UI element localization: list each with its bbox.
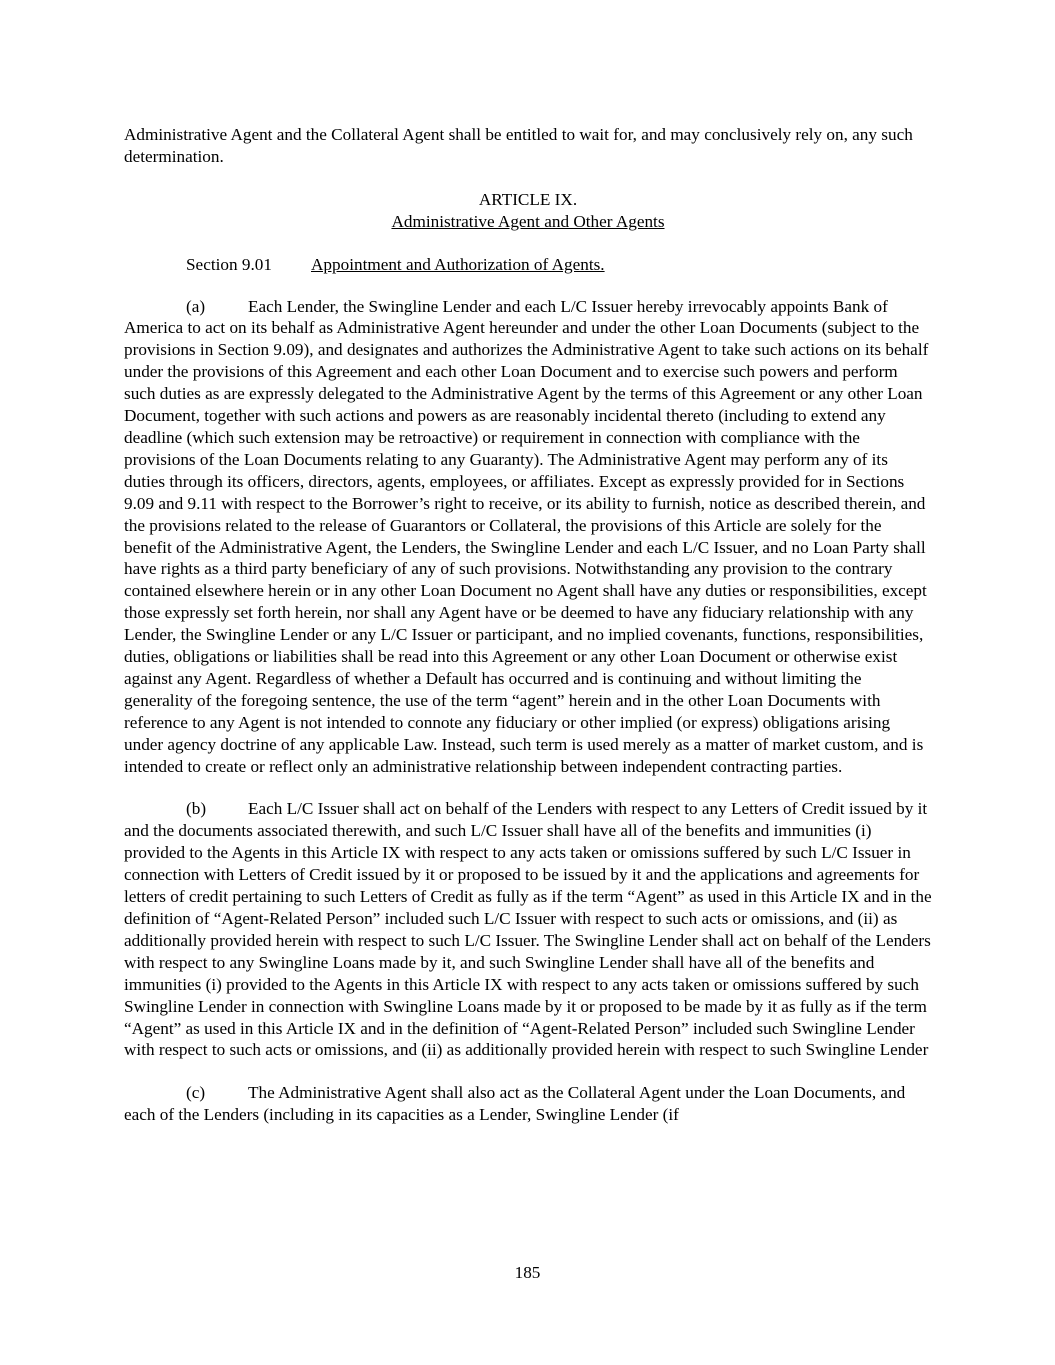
paragraph-b [124,798,932,1061]
section-heading [124,254,932,276]
paragraph-text: The Administrative Agent shall also act as the Collateral Agent under the Loan Documents, and each of the Lenders (including in its capacities as a Lender, Swingline Lender (if [124,1083,906,1125]
paragraph-label: (a) [186,296,206,316]
paragraph-label: (c) [186,1083,206,1103]
document-page [124,124,932,1147]
article-title-line [124,211,932,233]
section-number: Section 9.01 [186,254,272,274]
paragraph-label: (b) [186,799,207,819]
page-number: 185 [514,1263,541,1282]
article-number: ARTICLE IX. [478,189,578,209]
section-title: Appointment and Authorization of Agents. [311,254,605,274]
article-title: Administrative Agent and Other Agents [391,211,665,231]
article-heading [124,189,932,233]
paragraph-c [124,1082,932,1126]
intro-paragraph: Administrative Agent and the Collateral Agent shall be entitled to wait for, and may conclusively rely on, any such determination. [124,125,913,166]
paragraph-text: Each L/C Issuer shall act on behalf of the Lenders with respect to any Letters of Credit issued by it and the documents associated therewith, and such L/C Issuer shall have all of the benefits and immunities (i) provided to the Agents in this Article IX with respect to any acts taken or omissions suffered by such L/C Issuer in connection with Letters of Credit issued by it or proposed to be issued by it and the applications and agreements for letters of credit pertaining to such Letters of Credit as fully as if the term “Agent” as used in this Article IX and in the definition of “Agent-Related Person” included such L/C Issuer with respect to such acts or omissions, and (ii) as additionally provided herein with respect to such L/C Issuer. The Swingline Lender shall act on behalf of the Lenders with respect to any Swingline Loans made by it, and such Swingline Lender shall have all of the benefits and immunities (i) provided to the Agents in this Article IX with respect to any acts taken or omissions suffered by such Swingline Lender in connection with Swingline Loans made by it or proposed to be made by it as fully as if the term “Agent” as used in this Article IX and in the definition of “Agent-Related Person” included such Swingline Lender with respect to such acts or omissions, and (ii) as additionally provided herein with respect to such Swingline Lender [124,799,932,1060]
paragraph-a [124,296,932,778]
paragraph-text: Each Lender, the Swingline Lender and each L/C Issuer hereby irrevocably appoints Bank of America to act on its behalf as Administrative Agent hereunder and under the other Loan Documents (subject to the provisions in Section 9.09), and designates and authorizes the Administrative Agent to take such actions on its behalf under the provisions of this Agreement and each other Loan Document and to exercise such powers and perform such duties as are expressly delegated to the Administrative Agent by the terms of this Agreement or any other Loan Document, together with such actions and powers as are reasonably incidental thereto (including to extend any deadline (which such extension may be retroactive) or requirement in connection with compliance with the provisions of the Loan Documents relating to any Guaranty). The Administrative Agent may perform any of its duties through its officers, directors, agents, employees, or affiliates. Except as expressly provided for in Sections 9.09 and 9.11 with respect to the Borrower’s right to receive, or its ability to furnish, notice as described therein, and the provisions related to the release of Guarantors or Collateral, the provisions of this Article are solely for the benefit of the Administrative Agent, the Lenders, the Swingline Lender and each L/C Issuer, and no Loan Party shall have rights as a third party beneficiary of any of such provisions. Notwithstanding any provision to the contrary contained elsewhere herein or in any other Loan Document no Agent shall have any duties or responsibilities, except those expressly set forth herein, nor shall any Agent have or be deemed to have any fiduciary relationship with any Lender, the Swingline Lender or any L/C Issuer or participant, and no implied covenants, functions, responsibilities, duties, obligations or liabilities shall be read into this Agreement or any other Loan Document or otherwise exist against any Agent. Regardless of whether a Default has occurred and is continuing and without limiting the generality of the foregoing sentence, the use of the term “agent” herein and in the other Loan Documents with reference to any Agent is not intended to connote any fiduciary or other implied (or express) obligations arising under agency doctrine of any applicable Law. Instead, such term is used merely as a matter of market custom, and is intended to create or reflect only an administrative relationship between independent contracting parties. [124,296,929,776]
